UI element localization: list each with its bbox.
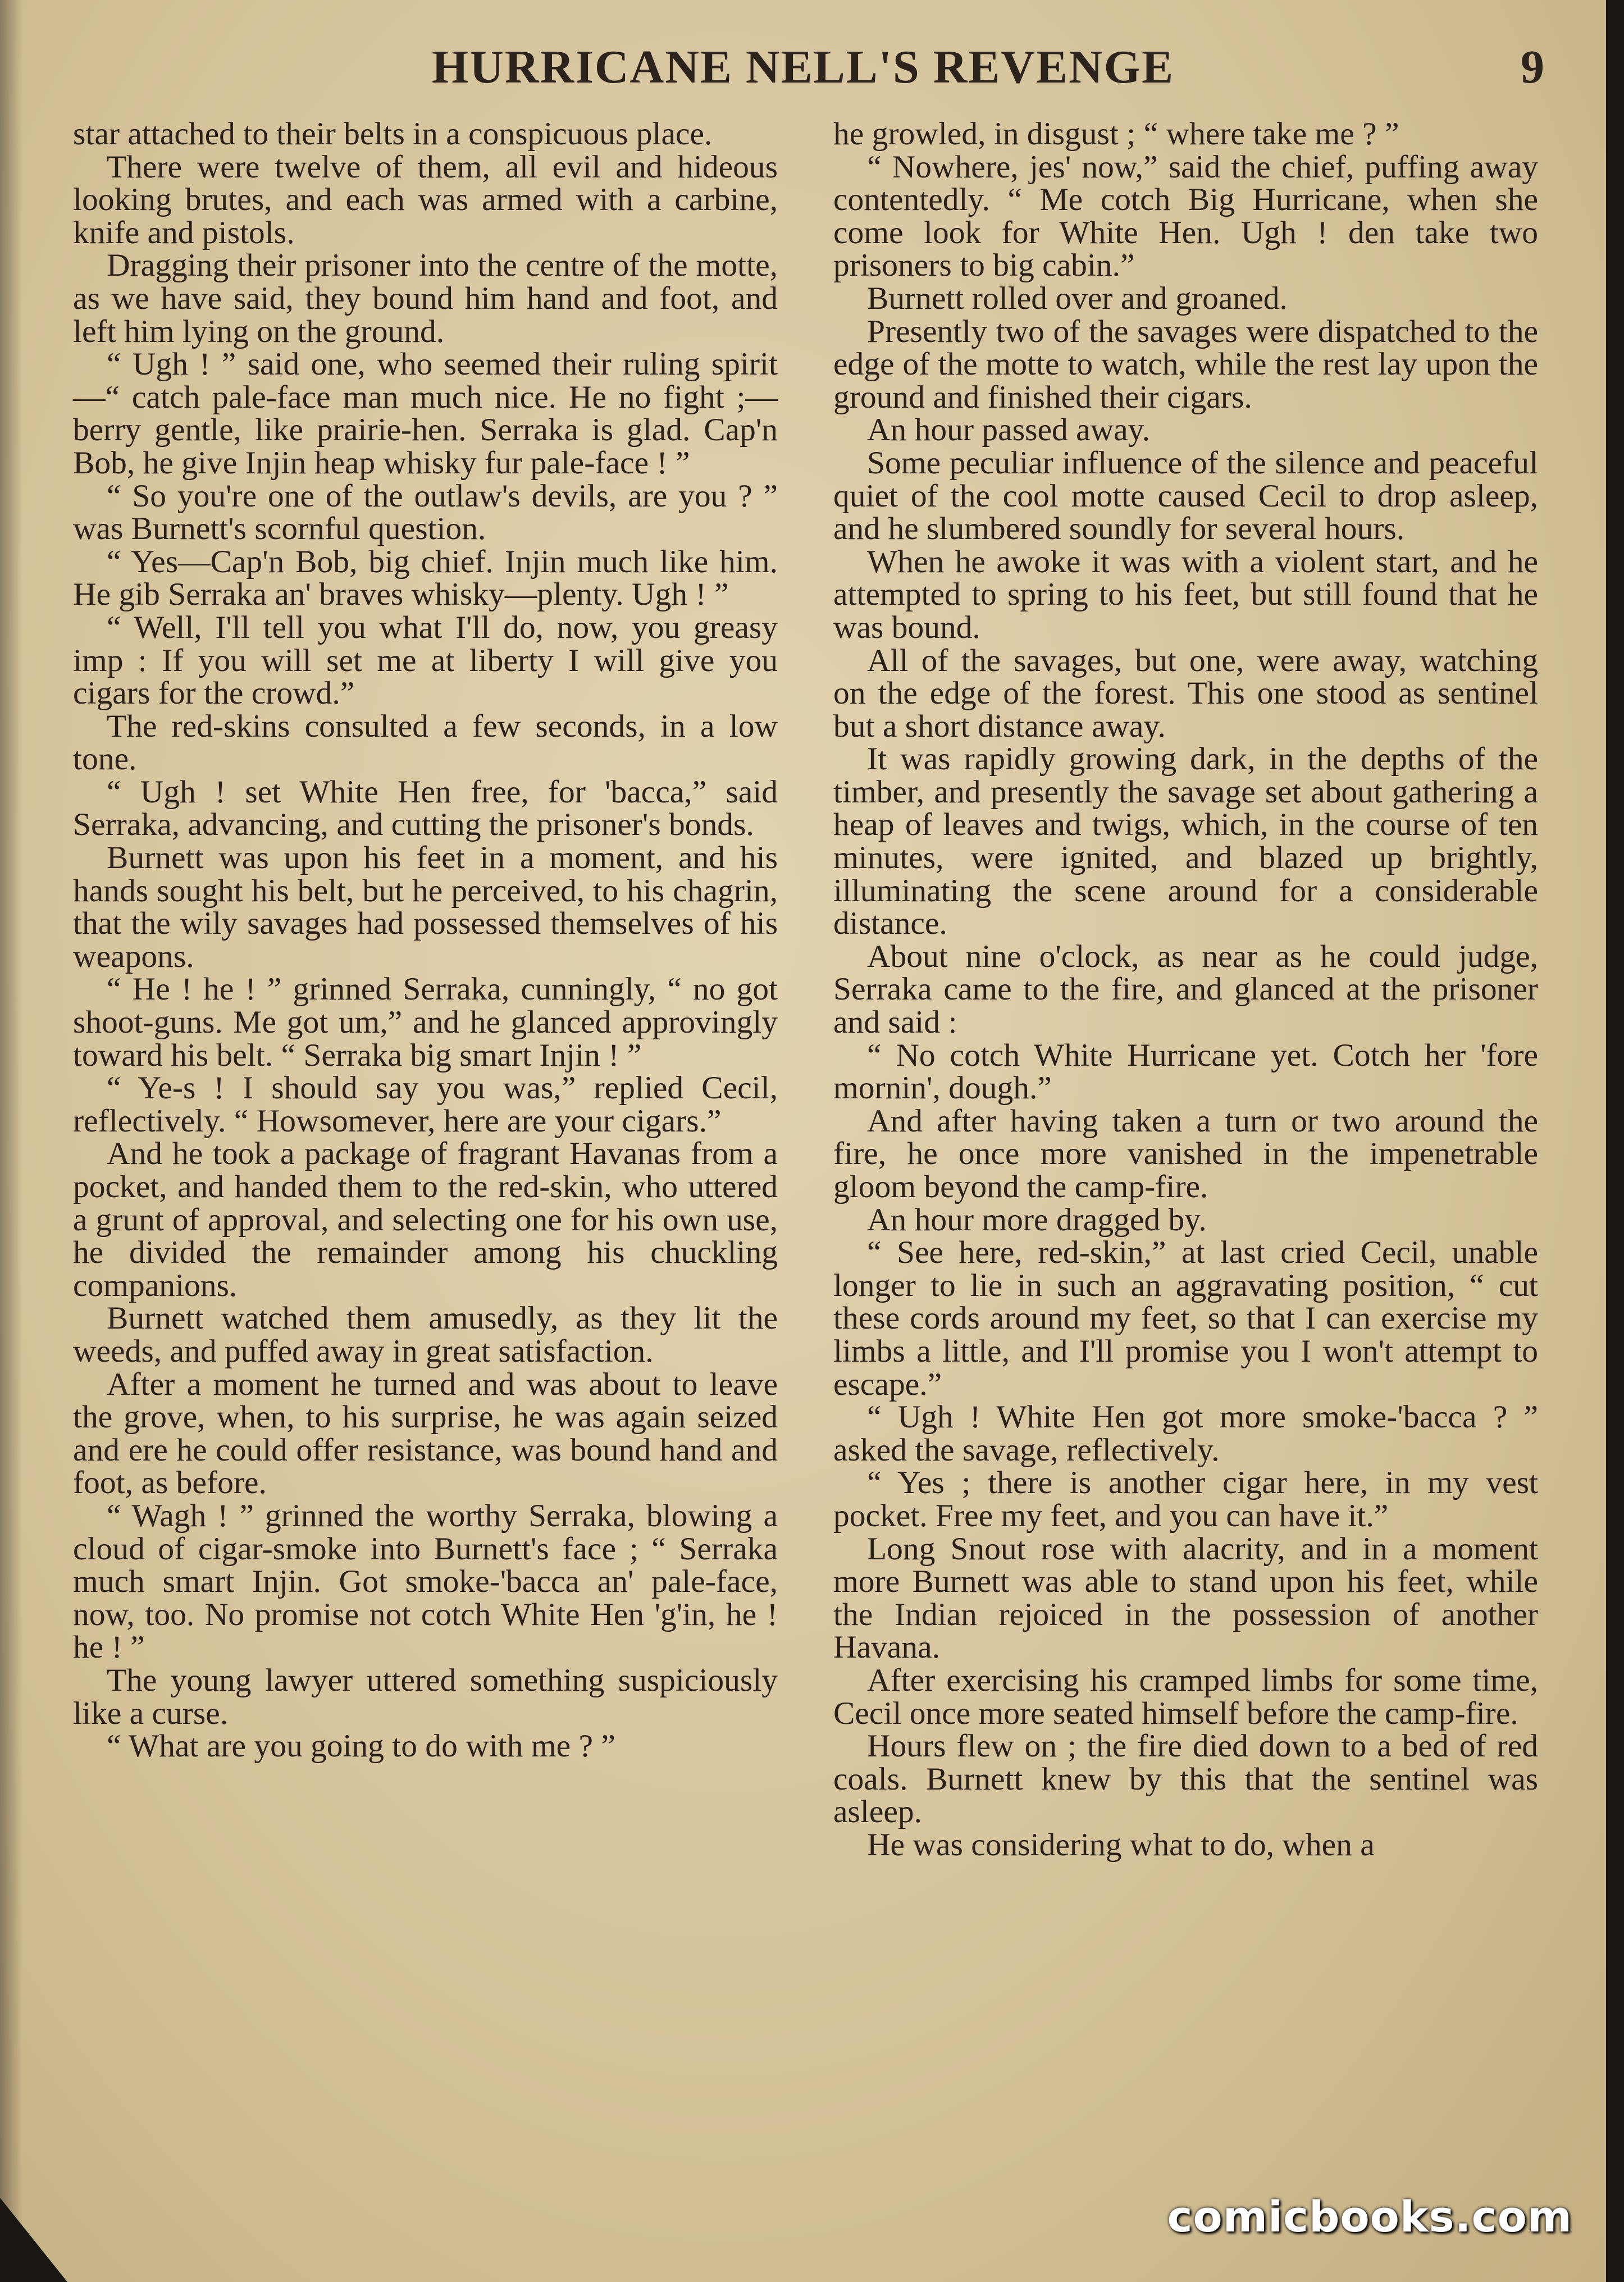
paragraph: There were twelve of them, all evil and hideous looking brutes, and each was armed with a carbine, knife and pistols.: [73, 149, 778, 250]
paragraph: When he awoke it was with a violent start, and he attempted to spring to his feet, but still found that he was bound.: [833, 544, 1538, 645]
paragraph: He was considering what to do, when a: [867, 1827, 1375, 1863]
paragraph: About nine o'clock, as near as he could judge, Serraka came to the fire, and glanced at the prisoner and said :: [833, 938, 1538, 1040]
paragraph: An hour passed away.: [867, 412, 1151, 448]
watermark: comicbooks.com: [1167, 2192, 1572, 2242]
paragraph: The young lawyer uttered something suspiciously like a curse.: [73, 1662, 778, 1731]
paragraph: “ Ugh ! ” said one, who seemed their ruling spirit—“ catch pale-face man much nice. He no fight ;—berry gentle, like prairie-hen. Serraka is glad. Cap'n Bob, he give Injin heap whisky fur pale-face ! ”: [73, 346, 778, 481]
paragraph: After exercising his cramped limbs for some time, Cecil once more seated himself before the camp-fire.: [833, 1662, 1538, 1731]
paragraph: “ Ugh ! White Hen got more smoke-'bacca ? ” asked the savage, reflectively.: [833, 1399, 1538, 1468]
paragraph: “ Yes—Cap'n Bob, big chief. Injin much like him. He gib Serraka an' braves whisky—plenty. Ugh ! ”: [73, 544, 778, 613]
paragraph: “ Ye-s ! I should say you was,” replied Cecil, reflectively. “ Howsomever, here are your cigars.”: [73, 1070, 778, 1139]
paragraph: And he took a package of fragrant Havanas from a pocket, and handed them to the red-skin, who uttered a grunt of approval, and selecting one for his own use, he divided the remainder among his chuckling companions.: [73, 1136, 778, 1303]
left-column: [73, 118, 778, 1763]
paragraph: “ No cotch White Hurricane yet. Cotch her 'fore mornin', dough.”: [833, 1037, 1538, 1106]
paragraph: All of the savages, but one, were away, watching on the edge of the forest. This one stood as sentinel but a short distance away.: [833, 642, 1538, 744]
paragraph: Burnett watched them amusedly, as they lit the weeds, and puffed away in great satisfaction.: [73, 1300, 778, 1369]
paragraph: “ He ! he ! ” grinned Serraka, cunningly, “ no got shoot-guns. Me got um,” and he glanced approvingly toward his belt. “ Serraka big smart Injin ! ”: [73, 971, 778, 1073]
paragraph: The red-skins consulted a few seconds, in a low tone.: [73, 708, 778, 777]
paragraph: Hours flew on ; the fire died down to a bed of red coals. Burnett knew by this that the sentinel was asleep.: [833, 1728, 1538, 1830]
paragraph: “ Yes ; there is another cigar here, in my vest pocket. Free my feet, and you can have it.”: [833, 1465, 1538, 1533]
paragraph: Presently two of the savages were dispatched to the edge of the motte to watch, while the rest lay upon the ground and finished their cigars.: [833, 313, 1538, 415]
paragraph: “ See here, red-skin,” at last cried Cecil, unable longer to lie in such an aggravating position, “ cut these cords around my feet, so that I can exercise my limbs a little, and I'll promise you I won't attempt to escape.”: [833, 1235, 1538, 1402]
paragraph: An hour more dragged by.: [867, 1202, 1207, 1238]
paragraph: “ Wagh ! ” grinned the worthy Serraka, blowing a cloud of cigar-smoke into Burnett's face ; “ Serraka much smart Injin. Got smoke-'bacca an' pale-face, now, too. No promise not cotch White Hen 'g'in, he ! he ! ”: [73, 1498, 778, 1665]
paragraph: he growled, in disgust ; “ where take me ? ”: [833, 116, 1399, 152]
paragraph: Burnett was upon his feet in a moment, and his hands sought his belt, but he perceived, to his chagrin, that the wily savages had possessed themselves of his weapons.: [73, 840, 778, 974]
paragraph: star attached to their belts in a conspicuous place.: [73, 116, 713, 152]
paragraph: Long Snout rose with alacrity, and in a moment more Burnett was able to stand upon his feet, while the Indian rejoiced in the possession of another Havana.: [833, 1531, 1538, 1665]
paragraph: “ Well, I'll tell you what I'll do, now, you greasy imp : If you will set me at liberty I will give you cigars for the crowd.”: [73, 609, 778, 711]
binding-shadow: [0, 0, 22, 2282]
page-number: 9: [1521, 41, 1544, 93]
paragraph: “ Ugh ! set White Hen free, for 'bacca,” said Serraka, advancing, and cutting the prisoner's bonds.: [73, 774, 778, 843]
page-header: [0, 41, 1606, 106]
paragraph: “ Nowhere, jes' now,” said the chief, puffing away contentedly. “ Me cotch Big Hurricane, when she come look for White Hen. Ugh ! den take two prisoners to big cabin.”: [833, 149, 1538, 284]
right-column: [833, 118, 1538, 1861]
paragraph: “ What are you going to do with me ? ”: [107, 1728, 615, 1764]
paragraph: Dragging their prisoner into the centre of the motte, as we have said, they bound him hand and foot, and left him lying on the ground.: [73, 248, 778, 349]
running-title: HURRICANE NELL'S REVENGE: [431, 41, 1175, 93]
page-corner: [0, 2198, 67, 2282]
paragraph: “ So you're one of the outlaw's devils, are you ? ” was Burnett's scornful question.: [73, 478, 778, 547]
paragraph: Some peculiar influence of the silence and peaceful quiet of the cool motte caused Cecil to drop asleep, and he slumbered soundly for several hours.: [833, 445, 1538, 547]
paragraph: Burnett rolled over and groaned.: [867, 280, 1288, 316]
paragraph: After a moment he turned and was about to leave the grove, when, to his surprise, he was again seized and ere he could offer resistance, was bound hand and foot, as before.: [73, 1366, 778, 1501]
paragraph: And after having taken a turn or two around the fire, he once more vanished in the impenetrable gloom beyond the camp-fire.: [833, 1103, 1538, 1204]
paragraph: It was rapidly growing dark, in the depths of the timber, and presently the savage set about gathering a heap of leaves and twigs, which, in the course of ten minutes, were ignited, and blazed up brightly, illuminating the scene around for a considerable distance.: [833, 741, 1538, 942]
